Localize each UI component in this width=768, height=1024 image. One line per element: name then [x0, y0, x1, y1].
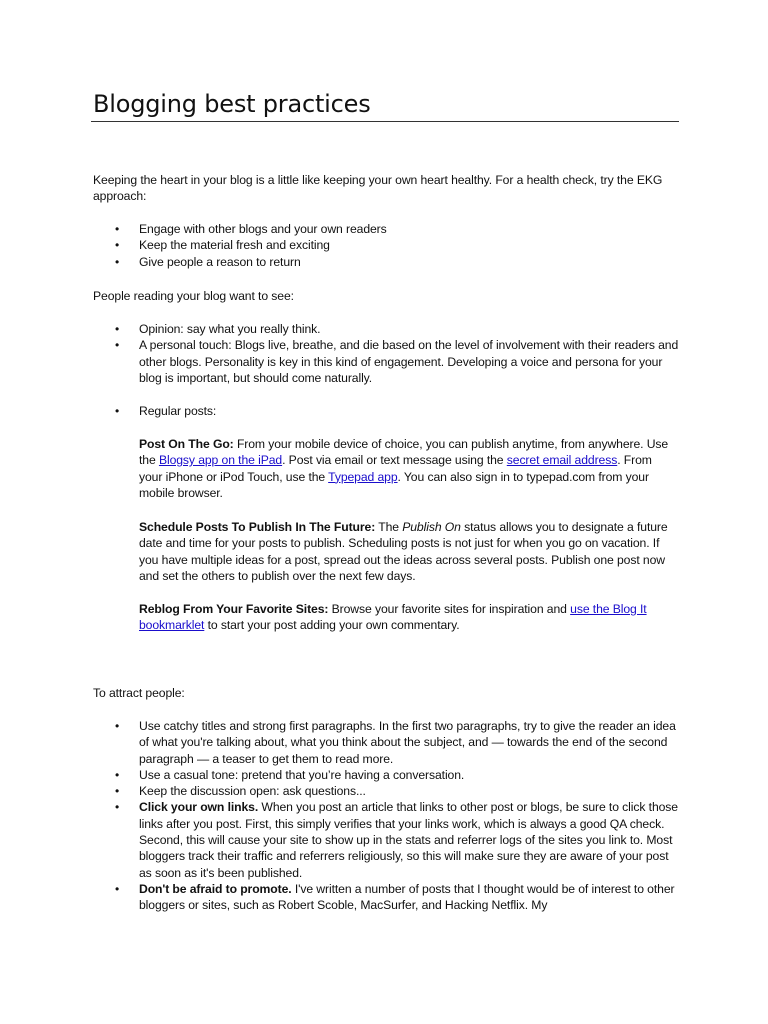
attract-item-casual	[93, 767, 679, 783]
reblog-text: to start your post adding your own commentary.	[204, 618, 460, 633]
want-item-text: Regular posts:	[139, 404, 217, 418]
want-item-text: A personal touch: Blogs live, breathe, and die based on the level of involvement with their readers and other blogs. Personality is key in this kind of engagement. Developing a voice and persona for your blog is important, but should come naturally.	[139, 338, 679, 385]
document-page	[93, 88, 679, 913]
post-on-the-go-text: . You can also sign in to typepad.com from your mobile browser.	[139, 469, 649, 500]
want-item-personal	[93, 337, 679, 386]
ekg-item-text: Give people a reason to return	[139, 254, 301, 269]
ekg-item-keep	[93, 237, 679, 253]
attract-item-click-links	[93, 799, 679, 880]
bullet-icon: •	[115, 767, 120, 782]
ekg-list	[93, 221, 679, 270]
want-item-regular	[93, 403, 679, 419]
bullet-icon: •	[115, 719, 120, 733]
publish-on-status-term: Publish On	[402, 520, 461, 534]
attract-item-promote	[93, 881, 679, 914]
bullet-icon: •	[115, 238, 120, 253]
ekg-item-give	[93, 254, 679, 270]
bullet-icon: •	[115, 784, 120, 799]
attract-list	[93, 718, 679, 914]
schedule-posts-heading: Schedule Posts To Publish In The Future:	[139, 520, 376, 534]
promote-heading: Don't be afraid to promote.	[139, 881, 292, 896]
page-title: Blogging best practices	[93, 90, 371, 118]
bullet-icon: •	[115, 222, 120, 236]
attract-item-text: Keep the discussion open: ask questions...	[139, 784, 366, 799]
want-lead-paragraph: People reading your blog want to see:	[93, 289, 294, 303]
post-on-the-go-heading: Post On The Go:	[139, 437, 234, 451]
ekg-item-text: Keep the material fresh and exciting	[139, 238, 330, 253]
bullet-icon: •	[115, 404, 120, 418]
attract-item-catchy	[93, 718, 679, 767]
schedule-posts-text: The	[375, 520, 403, 534]
attract-lead-paragraph: To attract people:	[93, 686, 185, 700]
post-on-the-go-paragraph	[139, 436, 673, 501]
bullet-icon: •	[115, 800, 120, 815]
ekg-item-text: Engage with other blogs and your own readers	[139, 222, 387, 236]
blogsy-app-link[interactable]: Blogsy app on the iPad	[158, 453, 283, 468]
attract-item-discussion	[93, 783, 679, 799]
regular-posts-list	[93, 403, 679, 419]
attract-item-text: Use a casual tone: pretend that you’re having a conversation.	[139, 767, 465, 782]
want-list	[93, 321, 679, 386]
want-item-text: Opinion: say what you really think.	[139, 322, 321, 336]
schedule-posts-text: status allows you to designate a future date and time for your posts to publish. Scheduling posts is not just for when you go on vacation. If you have multiple ideas for a post, spread out the ideas across several posts. Publish one post now and set the others to publish over the next few days.	[139, 520, 668, 583]
click-links-heading: Click your own links.	[139, 800, 259, 815]
post-on-the-go-text: . From your iPhone or iPod Touch, use the	[139, 453, 652, 484]
title-underline-rule	[91, 121, 679, 122]
attract-item-text: When you post an article that links to other post or blogs, be sure to click those links after you post. First, this simply verifies that your links work, which is always a good QA check. Second, this will cause your site to show up in the stats and referrer logs of the sites you link to. Most bloggers track their traffic and referrers religiously, so this will make sure they are aware of your post as soon as it's been published.	[139, 800, 678, 880]
post-on-the-go-text: From your mobile device of choice, you can publish anytime, from anywhere. Use the	[139, 437, 669, 468]
blog-it-bookmarklet-link[interactable]: use the Blog It bookmarklet	[139, 602, 647, 633]
bullet-icon: •	[115, 338, 120, 353]
bullet-icon: •	[115, 322, 120, 336]
bullet-icon: •	[115, 881, 120, 896]
secret-email-address-link[interactable]: secret email address	[506, 453, 618, 468]
reblog-text: Browse your favorite sites for inspiration and	[328, 602, 571, 616]
reblog-heading: Reblog From Your Favorite Sites:	[139, 602, 329, 616]
ekg-item-engage	[93, 221, 679, 237]
typepad-app-link[interactable]: Typepad app	[328, 469, 398, 484]
want-item-opinion	[93, 321, 679, 337]
schedule-posts-paragraph	[139, 519, 673, 584]
bullet-icon: •	[115, 254, 120, 269]
intro-paragraph: Keeping the heart in your blog is a little like keeping your own heart healthy. For a health check, try the EKG approach:	[93, 173, 663, 204]
post-on-the-go-text: . Post via email or text message using the	[282, 453, 507, 468]
attract-item-text: Use catchy titles and strong first paragraphs. In the first two paragraphs, try to give the reader an idea of what you're talking about, what you think about the subject, and — towards the end of the second paragraph — a teaser to get them to read more.	[139, 719, 676, 766]
attract-item-text: I've written a number of posts that I thought would be of interest to other bloggers or sites, such as Robert Scoble, MacSurfer, and Hacking Netflix. My	[139, 881, 675, 913]
reblog-paragraph	[139, 601, 673, 634]
